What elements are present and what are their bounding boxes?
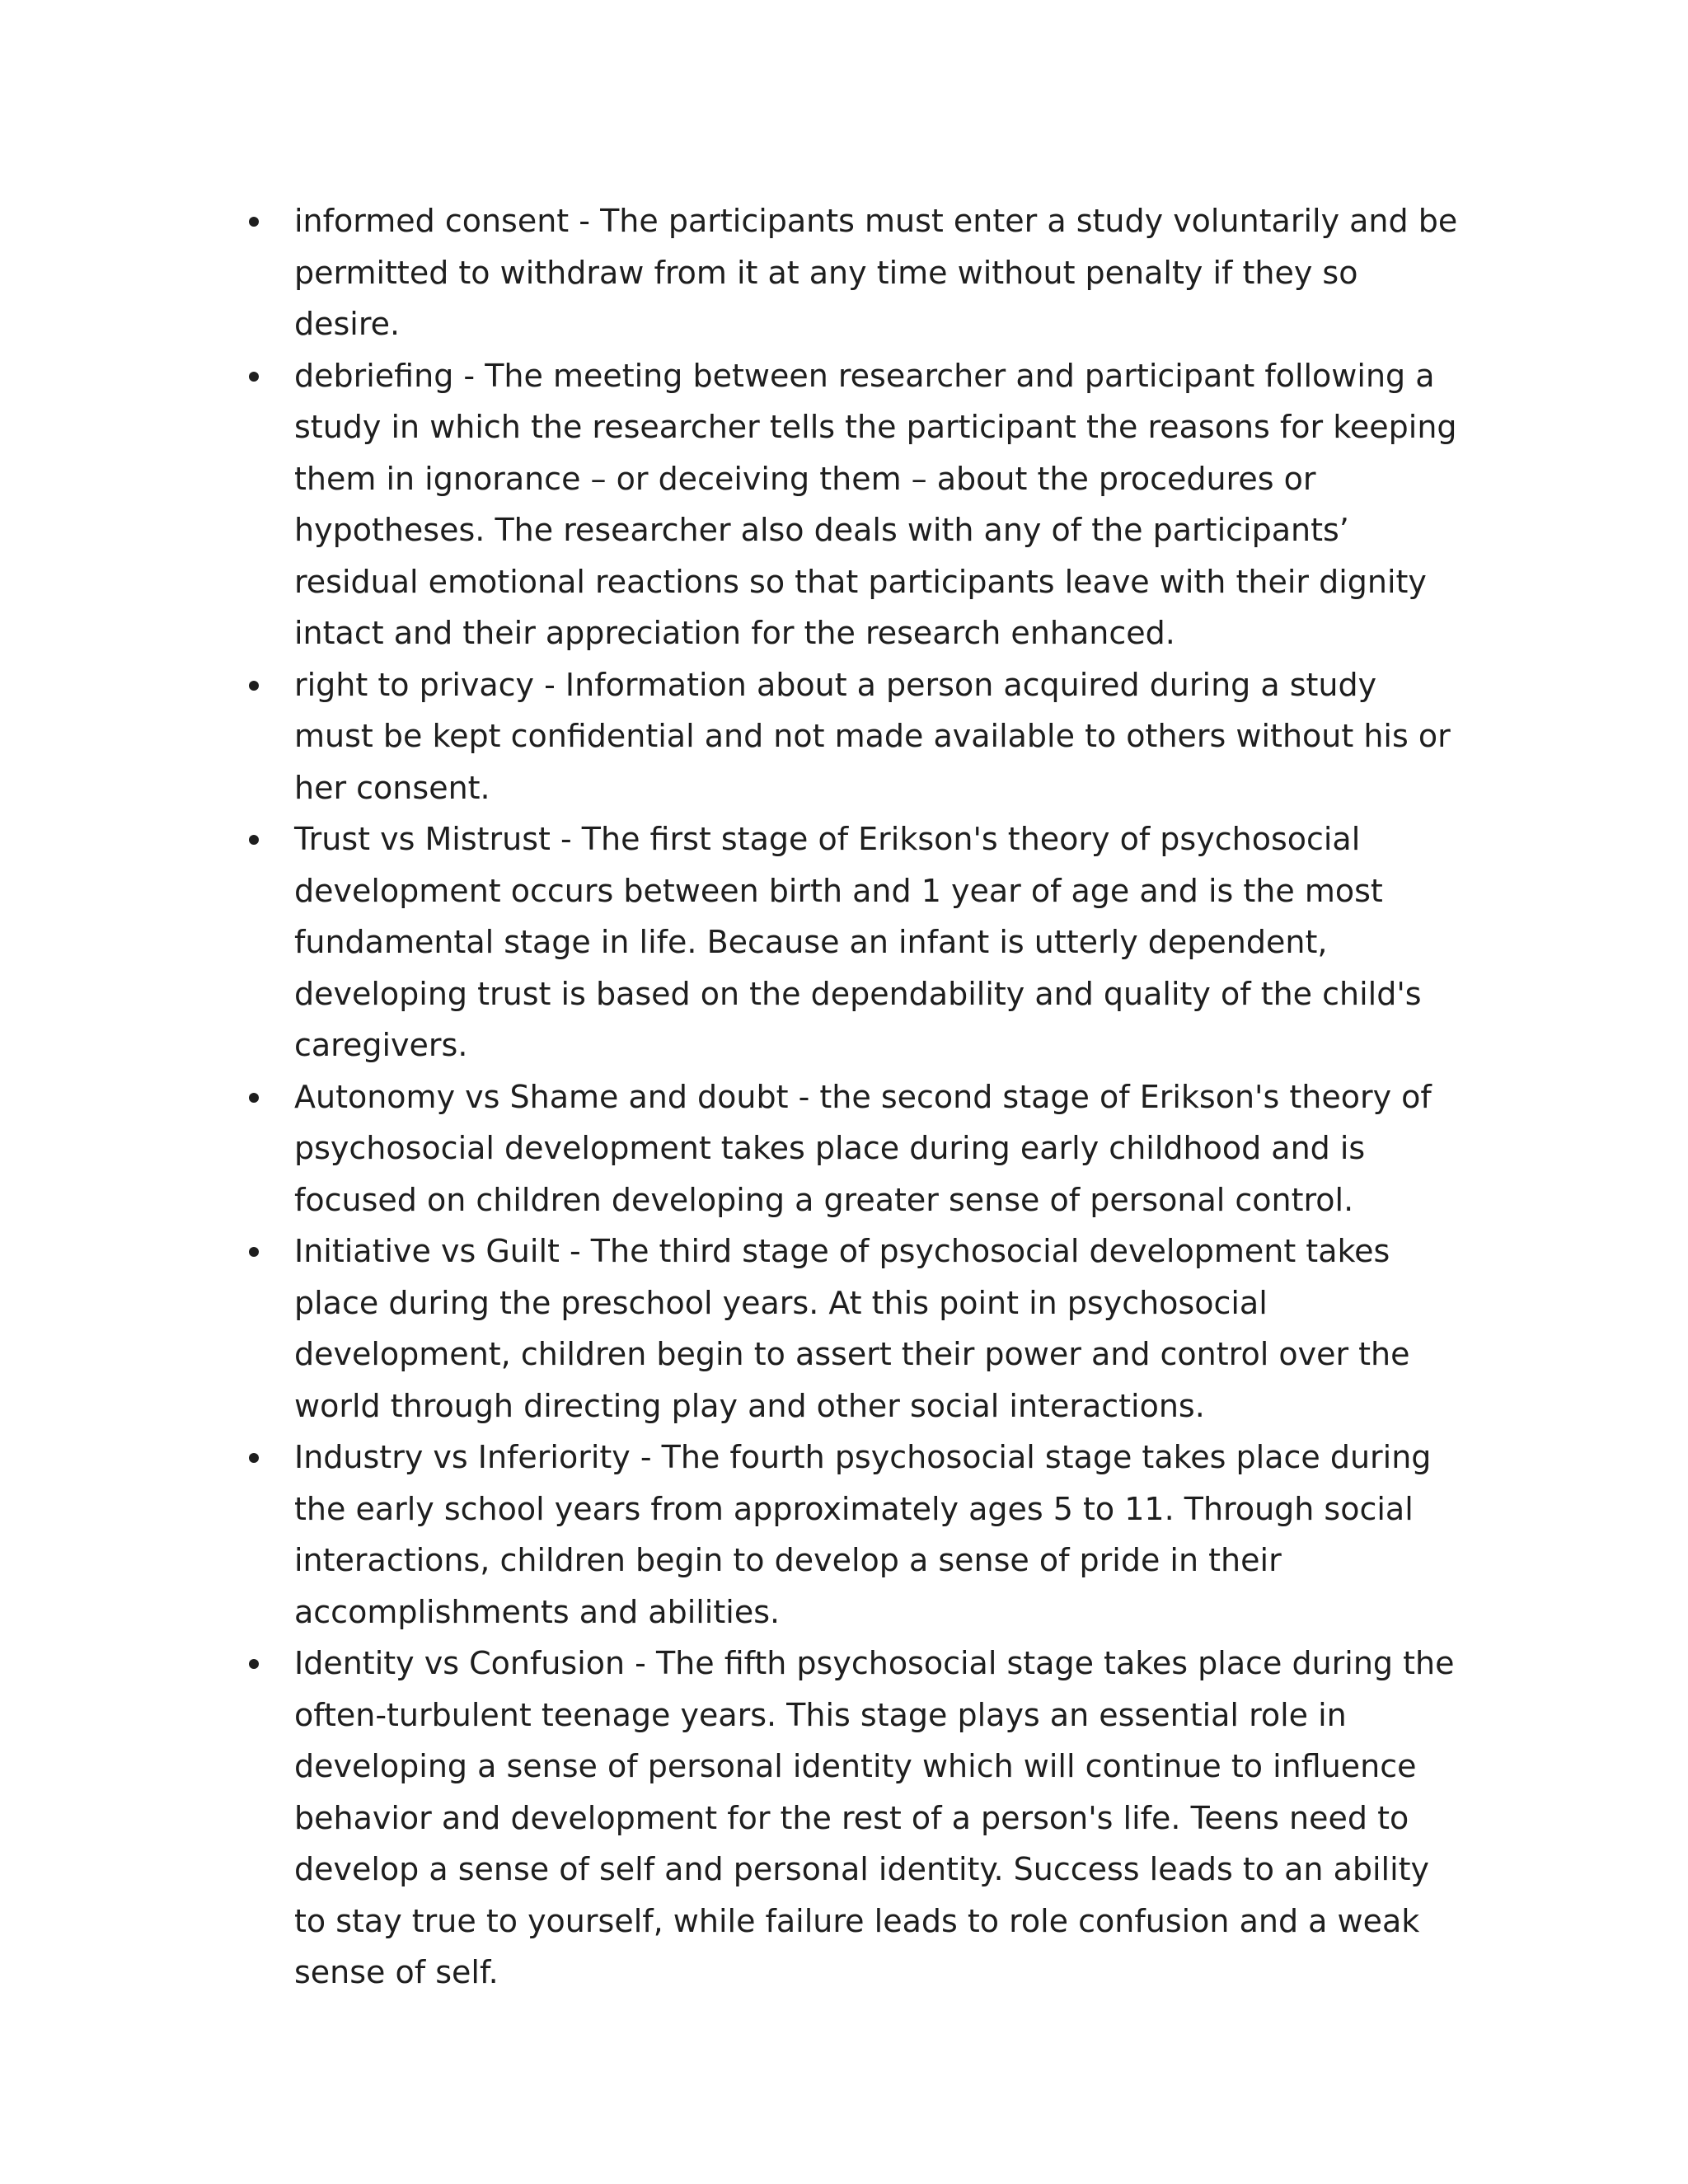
list-item-trust-vs-mistrust xyxy=(294,813,1465,1071)
list-item-autonomy-vs-shame xyxy=(294,1071,1465,1226)
list-item-debriefing xyxy=(294,350,1465,659)
list-item-text: Identity vs Confusion - The fifth psychosocial stage takes place during the often-turbulent teenage years. This stage plays an essential role in developing a sense of personal identity which will continue to influence behavior and development for the rest of a person's life. Teens need to develop a sense of self and personal identity. Success leads to an ability to stay true to yourself, while failure leads to role confusion and a weak sense of self. xyxy=(294,1645,1455,1990)
list-item-informed-consent xyxy=(294,195,1465,350)
list-item-text: Trust vs Mistrust - The first stage of Erikson's theory of psychosocial development occurs between birth and 1 year of age and is the most fundamental stage in life. Because an infant is utterly dependent, developing trust is based on the dependability and quality of the child's caregivers. xyxy=(294,821,1422,1063)
bullet-icon xyxy=(249,217,259,227)
list-item-initiative-vs-guilt xyxy=(294,1226,1465,1432)
bullet-icon xyxy=(249,372,259,382)
bullet-icon xyxy=(249,1453,259,1463)
list-item-right-to-privacy xyxy=(294,659,1465,814)
list-item-text: Initiative vs Guilt - The third stage of psychosocial development takes place during the preschool years. At this point in psychosocial development, children begin to assert their power and control over the world through directing play and other social interactions. xyxy=(294,1233,1410,1424)
bullet-icon xyxy=(249,1093,259,1103)
list-item-text: informed consent - The participants must enter a study voluntarily and be permitted to withdraw from it at any time without penalty if they so desire. xyxy=(294,203,1458,342)
bullet-icon xyxy=(249,835,259,845)
list-item-text: Autonomy vs Shame and doubt - the second stage of Erikson's theory of psychosocial development takes place during early childhood and is focused on children developing a greater sense of personal control. xyxy=(294,1078,1432,1218)
list-item-text: right to privacy - Information about a person acquired during a study must be kept confidential and not made available to others without his or her consent. xyxy=(294,666,1451,806)
list-item-text: Industry vs Inferiority - The fourth psychosocial stage takes place during the early school years from approximately ages 5 to 11. Through social interactions, children begin to develop a sense of pride in their accomplishments and abilities. xyxy=(294,1439,1432,1630)
list-item-identity-vs-confusion xyxy=(294,1638,1465,1999)
list-item-industry-vs-inferiority xyxy=(294,1432,1465,1638)
definition-list xyxy=(294,195,1465,1999)
bullet-icon xyxy=(249,1659,259,1669)
bullet-icon xyxy=(249,1247,259,1257)
bullet-icon xyxy=(249,681,259,691)
list-item-text: debriefing - The meeting between researcher and participant following a study in which the researcher tells the participant the reasons for keeping them in ignorance – or deceiving them – about the procedures or hypotheses. The researcher also deals with any of the participants’ residual emotional reactions so that participants leave with their dignity intact and their appreciation for the research enhanced. xyxy=(294,357,1457,651)
